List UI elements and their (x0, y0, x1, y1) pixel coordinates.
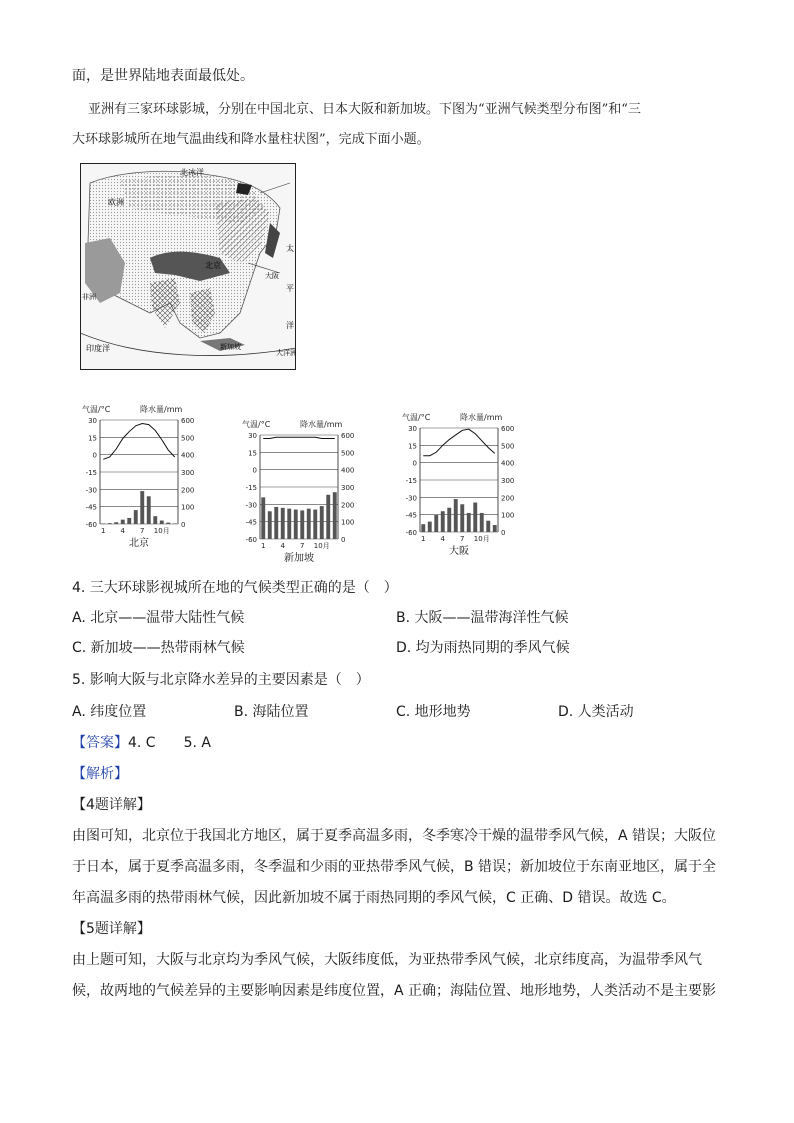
asia-climate-map (80, 163, 296, 370)
left-tick-label: 30 (408, 425, 417, 433)
map-label-indian-ocean: 印度洋 (86, 344, 110, 353)
left-tick-label: 0 (252, 466, 257, 475)
intro-tail: 面，是世界陆地表面最低处。 (72, 68, 254, 84)
right-tick-label: 400 (341, 466, 355, 475)
precip-bar (493, 525, 497, 532)
climate-chart-singapore (240, 415, 380, 569)
temperature-line (103, 423, 175, 459)
x-tick-label: 1 (101, 527, 106, 535)
right-tick-label: 500 (341, 449, 355, 458)
x-tick-label: 1 (421, 535, 426, 543)
right-tick-label: 100 (181, 503, 195, 512)
precip-bar (294, 510, 298, 539)
precip-bar (274, 507, 278, 539)
x-tick-label: 10月 (473, 535, 490, 543)
precip-bar (121, 520, 125, 524)
city-label: 北京 (129, 538, 149, 549)
map-label-singapore: 新加坡 (220, 343, 241, 351)
right-tick-label: 300 (501, 477, 515, 485)
precip-bar (108, 523, 112, 524)
precip-bar (460, 504, 464, 532)
precip-bar (326, 495, 330, 539)
x-tick-label: 4 (280, 542, 285, 550)
precip-bar (140, 491, 144, 524)
precip-bar (421, 524, 425, 532)
q4-stem: 4. 三大环球影视城所在地的气候类型正确的是（ ） (72, 580, 398, 596)
detail4-line-2: 于日本，属于夏季高温多雨，冬季温和少雨的亚热带季风气候，B 错误；新加坡位于东南亚地区，属于全 (72, 859, 717, 875)
precip-bar (268, 511, 272, 539)
right-tick-label: 400 (501, 459, 515, 468)
precip-bar (261, 497, 265, 539)
temperature-line (423, 429, 495, 456)
temperature-line (263, 437, 335, 438)
left-tick-label: -15 (85, 469, 97, 477)
right-tick-label: 500 (181, 434, 195, 443)
asia-climate-map-svg (80, 163, 296, 370)
precip-bar (281, 508, 285, 539)
left-tick-label: -30 (405, 494, 417, 503)
precip-bar (480, 513, 484, 532)
left-tick-label: -45 (245, 518, 257, 527)
right-tick-label: 0 (181, 521, 186, 529)
analysis-tag: 【解析】 (72, 766, 128, 782)
precip-bar (320, 506, 324, 539)
climate-chart-svg (400, 408, 540, 558)
x-tick-label: 10月 (313, 542, 330, 550)
precip-bar (300, 510, 304, 539)
right-tick-label: 100 (501, 511, 515, 520)
left-tick-label: 15 (248, 449, 257, 458)
x-tick-label: 4 (120, 527, 125, 535)
map-label-beijing: 北京 (205, 261, 221, 270)
left-tick-label: -60 (85, 521, 97, 529)
right-tick-label: 300 (341, 484, 355, 492)
x-tick-label: 10月 (153, 527, 170, 535)
right-tick-label: 600 (181, 417, 195, 425)
precip-bar (313, 510, 317, 539)
map-label-europe: 欧洲 (108, 198, 124, 207)
left-tick-label: 30 (248, 432, 257, 440)
left-tick-label: -45 (85, 503, 97, 512)
left-tick-label: 15 (88, 434, 97, 443)
precip-bar (434, 515, 438, 532)
left-tick-label: -15 (405, 477, 417, 485)
temp-axis-label: 气温/°C (82, 405, 111, 414)
right-tick-label: 200 (181, 486, 195, 495)
precip-bar (454, 499, 458, 532)
right-tick-label: 200 (341, 501, 355, 510)
precip-bar (127, 518, 131, 524)
temp-axis-label: 气温/°C (402, 413, 431, 422)
detail4-line-3: 年高温多雨的热带雨林气候，因此新加坡不属于雨热同期的季风气候，C 正确、D 错误。故选 C。 (72, 890, 676, 906)
left-tick-label: 0 (92, 451, 97, 460)
map-label-arctic: 北冰洋 (180, 168, 204, 177)
precip-bar (147, 496, 151, 524)
x-tick-label: 7 (140, 527, 145, 535)
precip-axis-label: 降水量/mm (300, 420, 343, 429)
left-tick-label: -30 (85, 486, 97, 495)
x-tick-label: 7 (460, 535, 465, 543)
precip-bar (333, 492, 337, 539)
city-label: 新加坡 (284, 553, 314, 564)
temp-axis-label: 气温/°C (242, 420, 271, 429)
answer-text: 4. C 5. A (128, 735, 211, 751)
precip-bar (441, 511, 445, 532)
answer-tag: 【答案】 (72, 735, 128, 751)
q4-option-d[interactable]: D. 均为雨热同期的季风气候 (396, 640, 570, 656)
detail4-tag: 【4题详解】 (72, 797, 151, 813)
q5-option-c[interactable]: C. 地形地势 (396, 704, 471, 720)
q5-option-d[interactable]: D. 人类活动 (558, 704, 634, 720)
climate-chart-osaka (400, 408, 540, 562)
precip-bar (486, 521, 490, 532)
precip-bar (173, 523, 177, 524)
q4-option-a[interactable]: A. 北京——温带大陆性气候 (72, 610, 245, 626)
map-label-osaka: 大阪 (265, 272, 279, 280)
right-tick-label: 400 (181, 451, 195, 460)
precip-bar (160, 521, 164, 524)
passage-line-2: 大环球影城所在地气温曲线和降水量柱状图”，完成下面小题。 (72, 132, 430, 147)
precip-bar (428, 522, 432, 532)
detail5-line-2: 候，故两地的气候差异的主要影响因素是纬度位置，A 正确；海陆位置、地形地势，人类活动不是主要影 (72, 983, 717, 999)
detail4-line-1: 由图可知，北京位于我国北方地区，属于夏季高温多雨，冬季寒冷干燥的温带季风气候，A 错误；大阪位 (72, 828, 717, 844)
x-tick-label: 1 (261, 542, 266, 550)
x-tick-label: 7 (300, 542, 305, 550)
detail5-tag: 【5题详解】 (72, 921, 151, 937)
precip-bar (307, 509, 311, 539)
precip-bar (166, 523, 170, 524)
right-tick-label: 600 (501, 425, 515, 433)
q4-option-c[interactable]: C. 新加坡——热带雨林气候 (72, 640, 245, 656)
right-tick-label: 300 (181, 469, 195, 477)
precip-bar (467, 513, 471, 532)
left-tick-label: 0 (412, 459, 417, 468)
left-tick-label: -60 (405, 529, 417, 537)
precip-axis-label: 降水量/mm (460, 413, 503, 422)
right-tick-label: 600 (341, 432, 355, 440)
precip-bar (473, 503, 477, 532)
right-tick-label: 0 (501, 529, 506, 537)
precip-bar (153, 516, 157, 524)
map-label-africa: 非洲 (82, 293, 96, 301)
map-label-pacific-2: 平 (286, 284, 294, 293)
map-label-oceania: 大洋洲 (276, 349, 296, 357)
left-tick-label: -15 (245, 484, 257, 492)
precip-bar (134, 510, 138, 524)
right-tick-label: 500 (501, 442, 515, 451)
passage-line-1: 亚洲有三家环球影城，分别在中国北京、日本大阪和新加坡。下图为“亚洲气候类型分布图”和“三 (88, 102, 641, 117)
map-label-pacific-3: 洋 (286, 321, 294, 330)
q5-option-a[interactable]: A. 纬度位置 (72, 704, 147, 720)
answer-line (72, 733, 211, 753)
climate-chart-svg (240, 415, 380, 565)
climate-chart-svg (80, 400, 220, 550)
left-tick-label: -60 (245, 536, 257, 544)
map-label-pacific-1: 太 (286, 244, 294, 253)
left-tick-label: 15 (408, 442, 417, 451)
right-tick-label: 200 (501, 494, 515, 503)
climate-chart-beijing (80, 400, 220, 554)
precip-bar (287, 509, 291, 539)
right-tick-label: 0 (341, 536, 346, 544)
q5-option-b[interactable]: B. 海陆位置 (234, 704, 309, 720)
left-tick-label: -45 (405, 511, 417, 520)
left-tick-label: 30 (88, 417, 97, 425)
q5-stem: 5. 影响大阪与北京降水差异的主要因素是（ ） (72, 672, 370, 688)
left-tick-label: -30 (245, 501, 257, 510)
precip-bar (114, 522, 118, 524)
x-tick-label: 4 (440, 535, 445, 543)
detail5-line-1: 由上题可知，大阪与北京均为季风气候，大阪纬度低，为亚热带季风气候，北京纬度高，为温带季风气 (72, 952, 702, 968)
precip-axis-label: 降水量/mm (140, 405, 183, 414)
right-tick-label: 100 (341, 518, 355, 527)
city-label: 大阪 (449, 546, 469, 557)
q4-option-b[interactable]: B. 大阪——温带海洋性气候 (396, 610, 569, 626)
precip-bar (447, 508, 451, 532)
precip-bar (101, 523, 105, 524)
